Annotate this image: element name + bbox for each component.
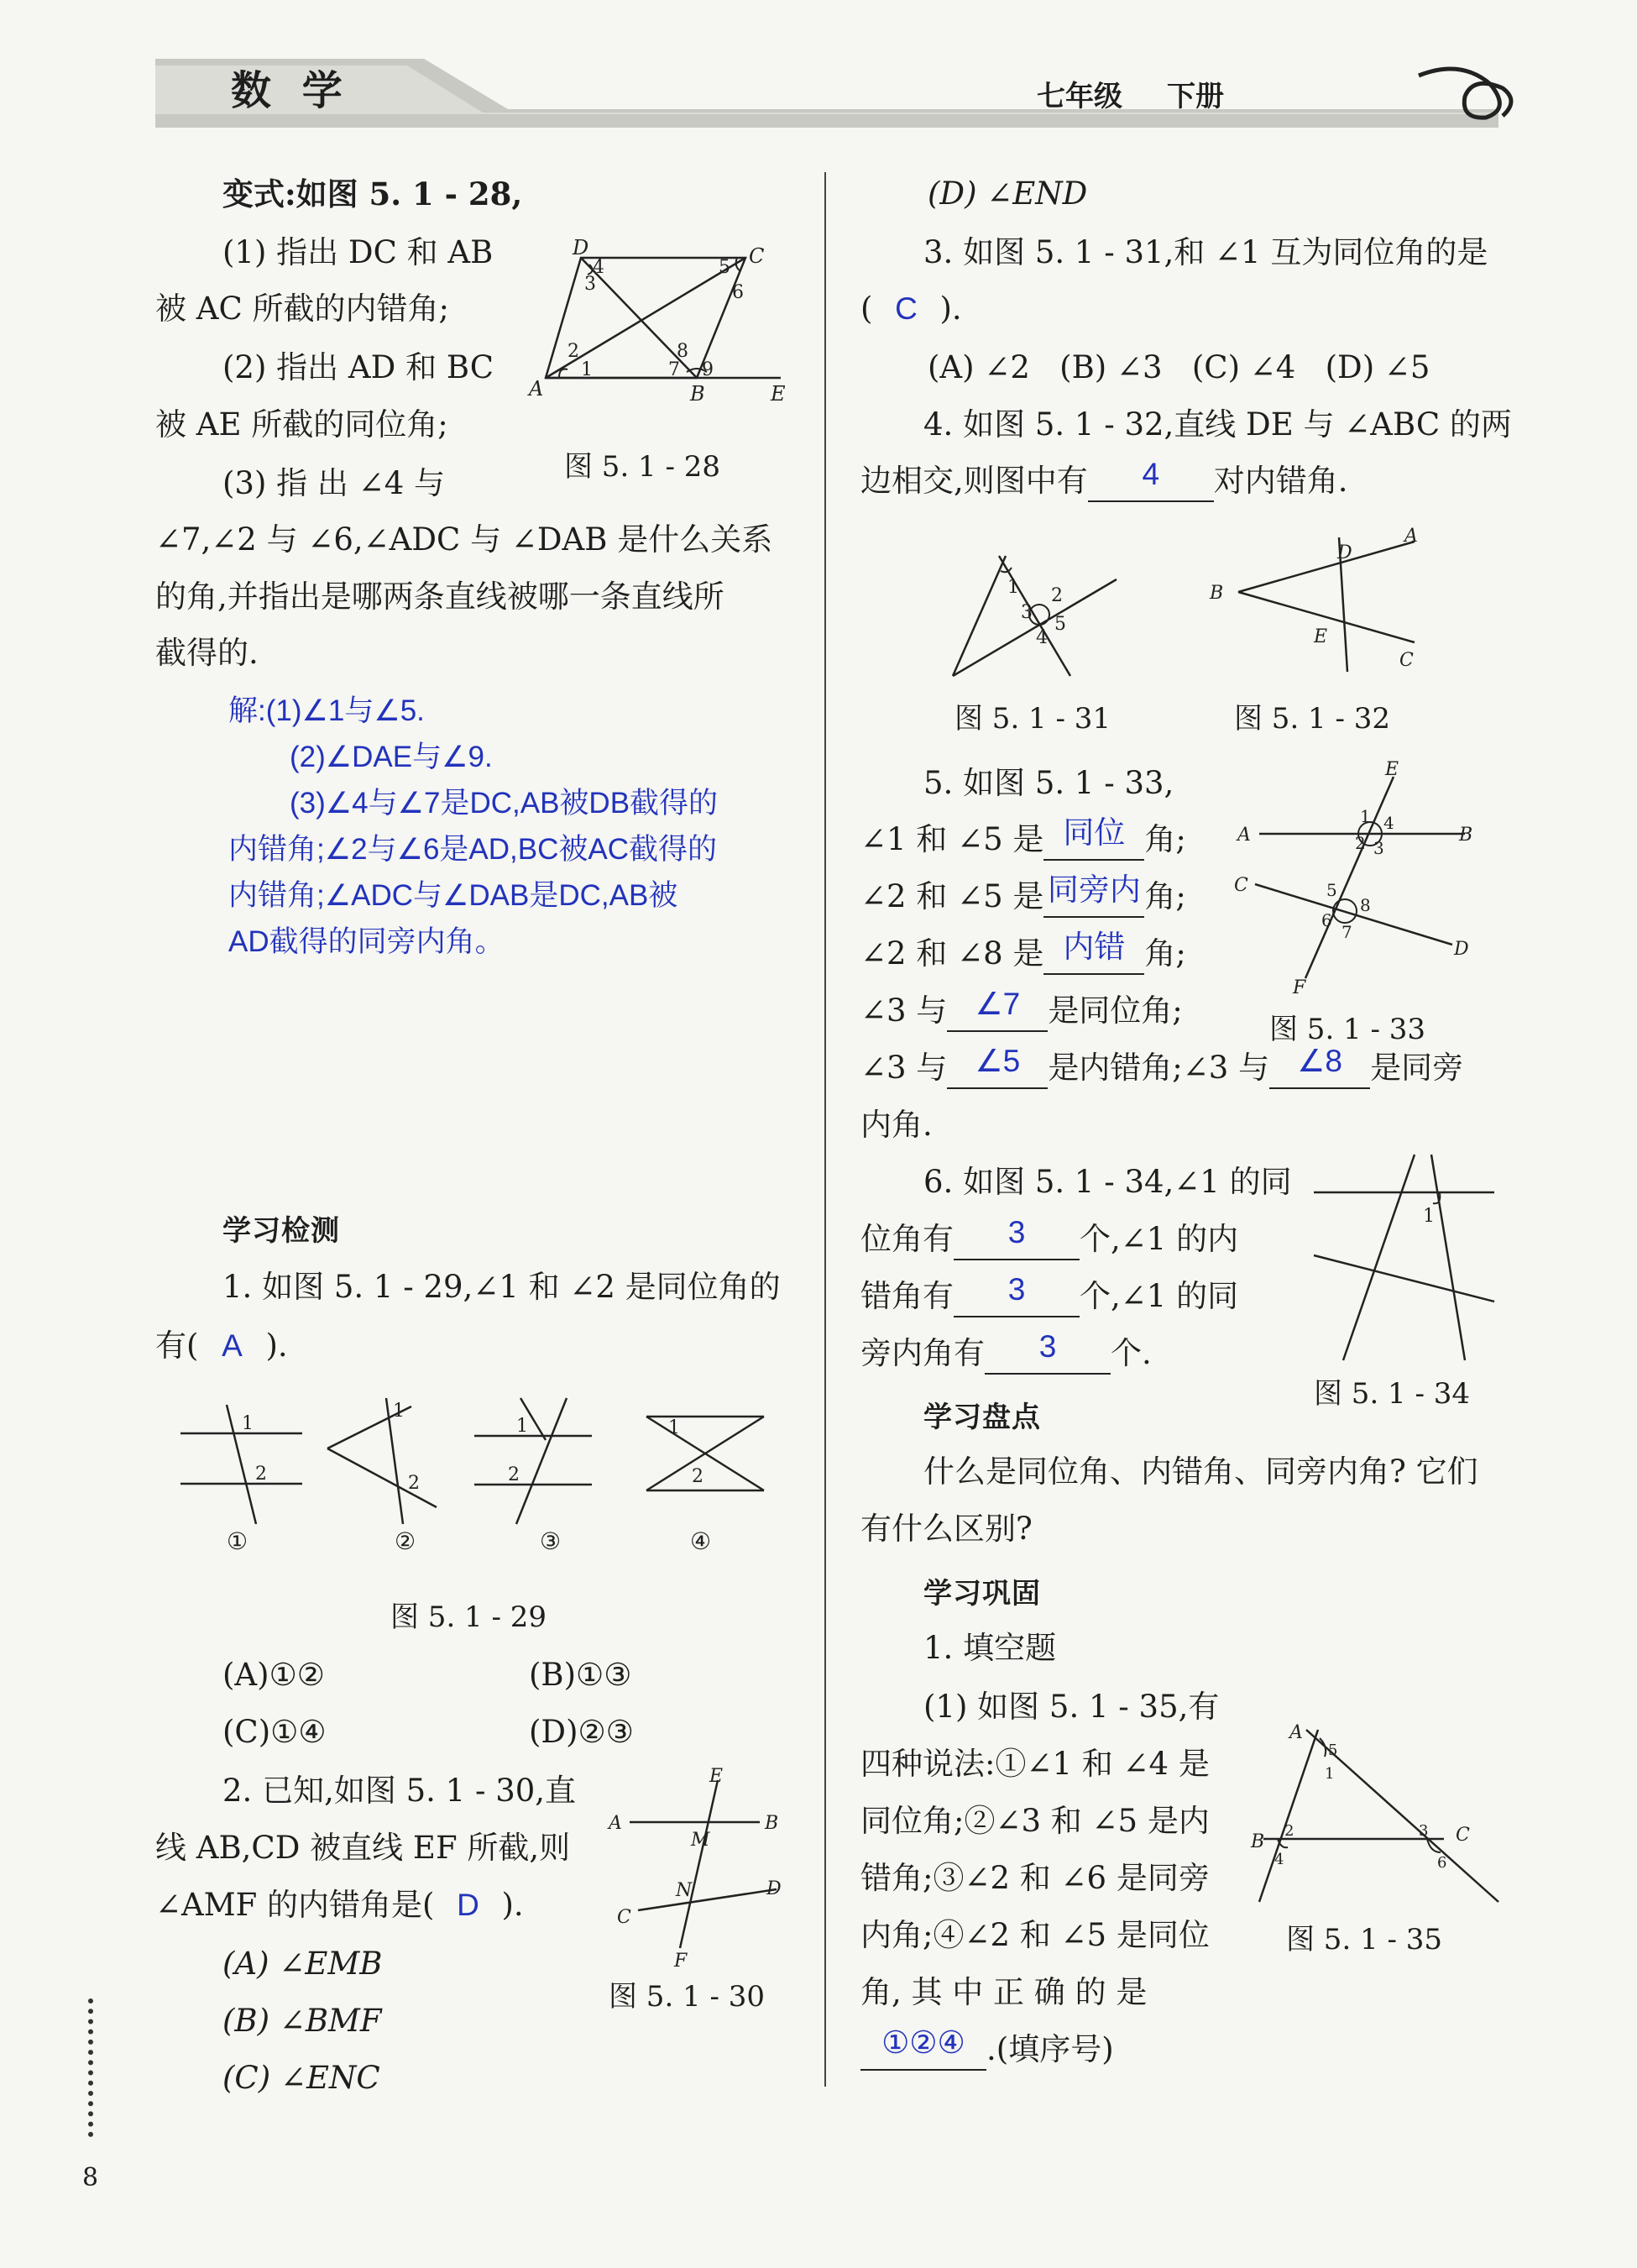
consolidate-s7: ①②④ .(填序号) xyxy=(860,2030,1114,2071)
q2-answer: D xyxy=(457,1888,479,1922)
svg-text:4: 4 xyxy=(593,257,604,278)
svg-text:1: 1 xyxy=(1360,806,1371,826)
section-review-title: 学习盘点 xyxy=(923,1401,1041,1434)
header-grade: 七年级 xyxy=(1037,80,1122,113)
variant-q1b: 被 AC 所截的内错角; xyxy=(155,291,450,327)
svg-text:3: 3 xyxy=(1419,1822,1429,1840)
svg-text:1: 1 xyxy=(393,1401,405,1422)
svg-text:2: 2 xyxy=(508,1464,520,1485)
header-swirl-icon xyxy=(1410,59,1545,126)
q5-line-5: ∠3 与 ∠5 是内错角;∠3 与 ∠8 是同旁 xyxy=(860,1049,1463,1089)
svg-text:2: 2 xyxy=(255,1464,267,1485)
svg-text:1: 1 xyxy=(1325,1765,1335,1783)
check-q4b: 边相交,则图中有 4 对内错角. xyxy=(860,462,1348,502)
svg-text:D: D xyxy=(766,1878,782,1899)
svg-text:4: 4 xyxy=(1274,1851,1284,1868)
fig29-label-2: ② xyxy=(395,1527,416,1555)
consolidate-s5: 内角;④∠2 和 ∠5 是同位 xyxy=(860,1917,1210,1953)
svg-text:5: 5 xyxy=(1326,880,1337,900)
svg-text:2: 2 xyxy=(1355,833,1366,853)
check-q2c: ∠AMF 的内错角是( D ). xyxy=(155,1886,524,1925)
variant-q2a: (2) 指出 AD 和 BC xyxy=(222,349,494,385)
svg-text:7: 7 xyxy=(668,359,680,380)
q6-line-3: 错角有 3 个,∠1 的同 xyxy=(860,1277,1238,1317)
figure-5-1-33-caption: 图 5. 1 - 33 xyxy=(1269,1013,1426,1046)
review-line-1: 什么是同位角、内错角、同旁内角? 它们 xyxy=(923,1454,1478,1490)
section-consolidate-title: 学习巩固 xyxy=(923,1577,1041,1611)
q5-line-4: ∠3 与 ∠7 是同位角; xyxy=(860,992,1183,1032)
q5-blank-5: ∠5 xyxy=(947,1049,1048,1089)
answer-line-5: 内错角;∠ADC与∠DAB是DC,AB被 xyxy=(228,879,678,912)
q1-option-c: (C)①④ xyxy=(222,1714,327,1750)
variant-q3c: 的角,并指出是哪两条直线被哪一条直线所 xyxy=(155,579,724,615)
figure-5-1-34 xyxy=(1305,1155,1507,1373)
check-q1b: 有( A ). xyxy=(155,1327,288,1365)
answer-line-6: AD截得的同旁内角。 xyxy=(228,925,505,958)
svg-text:9: 9 xyxy=(702,359,714,380)
figure-5-1-31-caption: 图 5. 1 - 31 xyxy=(954,702,1111,736)
q1-option-b: (B)①③ xyxy=(529,1657,632,1693)
svg-text:F: F xyxy=(674,1951,688,1972)
svg-text:5: 5 xyxy=(1328,1742,1338,1759)
q5-blank-6: ∠8 xyxy=(1269,1049,1370,1089)
svg-text:1: 1 xyxy=(581,359,593,380)
figure-5-1-30 xyxy=(609,1766,802,1972)
figure-5-1-31 xyxy=(940,546,1125,680)
q6-blank-1: 3 xyxy=(954,1220,1080,1260)
section-check-title: 学习检测 xyxy=(222,1214,340,1248)
figure-5-1-32-caption: 图 5. 1 - 32 xyxy=(1234,702,1391,736)
fig29-label-3: ③ xyxy=(540,1527,562,1555)
svg-text:6: 6 xyxy=(1321,910,1332,930)
variant-q3d: 截得的. xyxy=(155,635,259,671)
svg-text:2: 2 xyxy=(1051,585,1063,606)
svg-text:1: 1 xyxy=(1423,1206,1435,1227)
q5-blank-3: 内错 xyxy=(1043,935,1144,975)
q6-line-1: 6. 如图 5. 1 - 34,∠1 的同 xyxy=(923,1164,1292,1200)
fig29-label-1: ① xyxy=(227,1527,248,1555)
q3-options: (A) ∠2 (B) ∠3 (C) ∠4 (D) ∠5 xyxy=(928,349,1430,385)
svg-text:1: 1 xyxy=(242,1413,254,1434)
q4-answer-blank: 4 xyxy=(1088,462,1214,502)
figure-5-1-35-caption: 图 5. 1 - 35 xyxy=(1286,1923,1443,1956)
answer-line-1: 解:(1)∠1与∠5. xyxy=(228,694,425,727)
svg-text:B: B xyxy=(690,382,705,406)
svg-text:3: 3 xyxy=(1021,602,1033,623)
column-divider xyxy=(824,172,826,2087)
svg-text:N: N xyxy=(676,1880,693,1901)
q3-answer: C xyxy=(895,291,918,326)
q1-option-a: (A)①② xyxy=(222,1657,325,1693)
svg-text:6: 6 xyxy=(732,282,744,303)
svg-text:A: A xyxy=(1404,526,1418,547)
figure-5-1-29 xyxy=(176,1398,814,1532)
svg-text:E: E xyxy=(1314,626,1328,647)
figure-5-1-30-caption: 图 5. 1 - 30 xyxy=(609,1980,766,2014)
q5-line-1: ∠1 和 ∠5 是 同位 角; xyxy=(860,820,1186,861)
figure-5-1-28 xyxy=(529,236,798,407)
q2-option-d: (D) ∠END xyxy=(928,175,1088,212)
svg-text:D: D xyxy=(1337,542,1352,563)
svg-text:2: 2 xyxy=(408,1473,420,1494)
svg-text:3: 3 xyxy=(584,274,596,295)
svg-text:F: F xyxy=(1293,977,1306,998)
q5-blank-4: ∠7 xyxy=(947,992,1048,1032)
svg-text:1: 1 xyxy=(668,1417,680,1438)
variant-q2b: 被 AE 所截的同位角; xyxy=(155,406,448,443)
svg-text:D: D xyxy=(573,236,589,259)
svg-text:A: A xyxy=(609,1813,622,1834)
consolidate-s4: 错角;③∠2 和 ∠6 是同旁 xyxy=(860,1860,1210,1896)
figure-5-1-32 xyxy=(1205,525,1431,676)
svg-text:5: 5 xyxy=(719,257,730,278)
svg-text:2: 2 xyxy=(567,341,579,362)
check-q2b: 线 AB,CD 被直线 EF 所截,则 xyxy=(155,1830,571,1866)
figure-5-1-33 xyxy=(1234,759,1486,998)
svg-text:1: 1 xyxy=(516,1416,528,1437)
svg-text:B: B xyxy=(1251,1831,1265,1852)
page-dots xyxy=(88,1998,98,2137)
svg-text:2: 2 xyxy=(692,1466,703,1487)
svg-text:1: 1 xyxy=(1007,577,1019,598)
q5-line-6: 内角. xyxy=(860,1107,933,1143)
q5-blank-2: 同旁内 xyxy=(1043,877,1144,918)
answer-line-2: (2)∠DAE与∠9. xyxy=(290,741,493,773)
answer-line-3: (3)∠4与∠7是DC,AB被DB截得的 xyxy=(290,787,719,820)
q6-blank-3: 3 xyxy=(985,1334,1111,1375)
check-q1a: 1. 如图 5. 1 - 29,∠1 和 ∠2 是同位角的 xyxy=(222,1269,781,1305)
svg-text:C: C xyxy=(1399,650,1414,671)
figure-5-1-34-caption: 图 5. 1 - 34 xyxy=(1314,1377,1471,1411)
check-q3b: ( C ). xyxy=(860,290,962,328)
review-line-2: 有什么区别? xyxy=(860,1511,1033,1547)
svg-text:B: B xyxy=(765,1813,779,1834)
q6-line-2: 位角有 3 个,∠1 的内 xyxy=(860,1220,1238,1260)
figure-5-1-29-caption: 图 5. 1 - 29 xyxy=(390,1600,547,1634)
svg-text:A: A xyxy=(1237,825,1251,846)
svg-text:C: C xyxy=(749,244,765,268)
q5-line-3: ∠2 和 ∠8 是 内错 角; xyxy=(860,935,1186,975)
header-subject: 数 学 xyxy=(231,67,351,114)
check-q2a: 2. 已知,如图 5. 1 - 30,直 xyxy=(222,1773,577,1809)
answer-line-4: 内错角;∠2与∠6是AD,BC被AC截得的 xyxy=(228,833,717,866)
svg-text:4: 4 xyxy=(1036,627,1048,648)
q1-option-d: (D)②③ xyxy=(529,1714,634,1750)
svg-text:6: 6 xyxy=(1437,1854,1447,1872)
svg-text:A: A xyxy=(529,377,544,401)
svg-text:4: 4 xyxy=(1383,813,1394,833)
consolidate-s3: 同位角;②∠3 和 ∠5 是内 xyxy=(860,1803,1210,1839)
q6-blank-2: 3 xyxy=(954,1277,1080,1317)
svg-text:B: B xyxy=(1459,825,1473,846)
variant-q1a: (1) 指出 DC 和 AB xyxy=(222,234,494,270)
variant-title: 变式:如图 5. 1 - 28, xyxy=(222,175,523,212)
consolidate-answer-blank: ①②④ xyxy=(860,2030,986,2071)
header-volume: 下册 xyxy=(1167,80,1224,113)
svg-text:M: M xyxy=(691,1830,710,1851)
svg-text:E: E xyxy=(709,1766,724,1787)
check-q5a: 5. 如图 5. 1 - 33, xyxy=(923,765,1174,801)
svg-text:5: 5 xyxy=(1054,614,1066,635)
q2-option-a: (A) ∠EMB xyxy=(222,1946,383,1982)
svg-text:C: C xyxy=(1456,1825,1470,1846)
consolidate-s2: 四种说法:①∠1 和 ∠4 是 xyxy=(860,1746,1210,1782)
q6-line-4: 旁内角有 3 个. xyxy=(860,1334,1152,1375)
q5-blank-1: 同位 xyxy=(1043,820,1144,861)
fig29-label-4: ④ xyxy=(690,1527,712,1555)
svg-text:7: 7 xyxy=(1342,922,1352,942)
consolidate-s1: (1) 如图 5. 1 - 35,有 xyxy=(923,1689,1220,1725)
svg-text:A: A xyxy=(1289,1722,1303,1743)
svg-text:8: 8 xyxy=(677,341,688,362)
figure-5-1-28-caption: 图 5. 1 - 28 xyxy=(564,450,721,484)
svg-text:C: C xyxy=(1234,875,1248,896)
check-q3a: 3. 如图 5. 1 - 31,和 ∠1 互为同位角的是 xyxy=(923,234,1488,270)
q2-option-b: (B) ∠BMF xyxy=(222,2003,382,2039)
svg-text:E: E xyxy=(771,382,786,406)
page-number: 8 xyxy=(82,2163,99,2192)
svg-text:2: 2 xyxy=(1284,1822,1294,1840)
svg-text:E: E xyxy=(1385,759,1399,780)
svg-text:B: B xyxy=(1210,583,1224,604)
svg-text:D: D xyxy=(1454,939,1469,960)
consolidate-s6: 角, 其 中 正 确 的 是 xyxy=(860,1974,1148,2010)
check-q4a: 4. 如图 5. 1 - 32,直线 DE 与 ∠ABC 的两 xyxy=(923,406,1512,443)
q1-answer: A xyxy=(222,1328,243,1363)
figure-5-1-35 xyxy=(1251,1713,1511,1914)
q2-option-c: (C) ∠ENC xyxy=(222,2060,380,2096)
svg-text:3: 3 xyxy=(1373,838,1384,858)
q5-line-2: ∠2 和 ∠5 是 同旁内 角; xyxy=(860,877,1186,918)
variant-q3b: ∠7,∠2 与 ∠6,∠ADC 与 ∠DAB 是什么关系 xyxy=(155,521,773,558)
svg-text:8: 8 xyxy=(1360,895,1371,915)
consolidate-q1: 1. 填空题 xyxy=(923,1630,1057,1666)
variant-q3a: (3) 指 出 ∠4 与 xyxy=(222,465,445,501)
header-band xyxy=(155,59,1498,128)
svg-text:C: C xyxy=(617,1907,631,1928)
